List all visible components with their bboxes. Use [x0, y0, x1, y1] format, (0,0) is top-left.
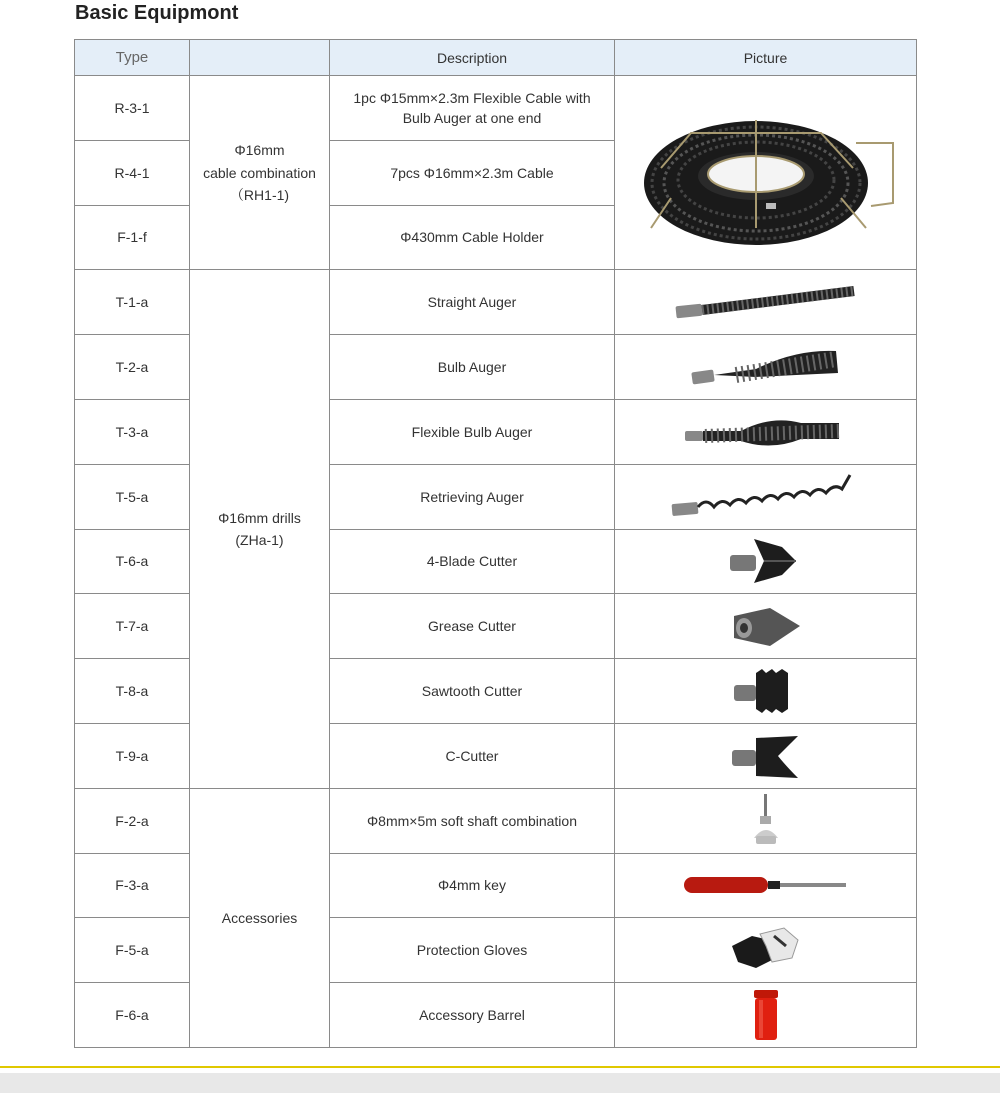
description: [330, 76, 615, 141]
type-code: T-1-a: [75, 270, 190, 335]
retrieving-auger-image: [666, 469, 866, 525]
picture-bulb-auger: [615, 335, 917, 400]
description: Φ430mm Cable Holder: [330, 205, 615, 270]
equipment-table: [74, 39, 917, 1048]
header-blank: [190, 40, 330, 76]
picture-soft-shaft: [615, 788, 917, 853]
grease-cutter-image: [726, 598, 806, 654]
group-cable: [190, 76, 330, 270]
header-picture: Picture: [615, 40, 917, 76]
type-code: T-3-a: [75, 399, 190, 464]
type-code: R-3-1: [75, 76, 190, 141]
type-code: F-6-a: [75, 983, 190, 1048]
description: 4-Blade Cutter: [330, 529, 615, 594]
four-blade-cutter-image: [726, 533, 806, 589]
picture-sawtooth-cutter: [615, 659, 917, 724]
type-code: T-9-a: [75, 723, 190, 788]
group-accessories-line1: Accessories: [221, 909, 298, 926]
description: Flexible Bulb Auger: [330, 399, 615, 464]
flexible-bulb-auger-image: [681, 407, 851, 457]
description: Straight Auger: [330, 270, 615, 335]
page-title: Basic Equipmont: [75, 2, 239, 24]
description-line1: 1pc Φ15mm×2.3m Flexible Cable with: [353, 89, 591, 106]
group-drills: [190, 270, 330, 788]
soft-shaft-image: [746, 792, 786, 850]
description: Bulb Auger: [330, 335, 615, 400]
screwdriver-key-image: [676, 865, 856, 905]
type-code: T-7-a: [75, 594, 190, 659]
sawtooth-cutter-image: [726, 663, 806, 719]
type-code: T-5-a: [75, 464, 190, 529]
cable-coil-image: [631, 88, 901, 258]
description: C-Cutter: [330, 723, 615, 788]
type-code: F-1-f: [75, 205, 190, 270]
footer-divider: [0, 1066, 1000, 1068]
straight-auger-image: [666, 277, 866, 327]
picture-cable-coil: [615, 76, 917, 270]
type-code: F-5-a: [75, 918, 190, 983]
group-cable-line2: cable combination: [203, 164, 316, 181]
picture-screwdriver-key: [615, 853, 917, 918]
type-code: F-2-a: [75, 788, 190, 853]
description: Protection Gloves: [330, 918, 615, 983]
group-drills-line2: (ZHa-1): [235, 532, 284, 549]
picture-flexible-bulb-auger: [615, 399, 917, 464]
description-line2: Bulb Auger at one end: [402, 109, 542, 126]
table-row: [75, 788, 917, 853]
group-accessories: [190, 788, 330, 1047]
type-code: R-4-1: [75, 140, 190, 205]
group-cable-line3: （RH1-1): [229, 186, 290, 203]
header-type: Type: [75, 40, 190, 76]
header-row: [75, 40, 917, 76]
description: Accessory Barrel: [330, 983, 615, 1048]
description: Φ8mm×5m soft shaft combination: [330, 788, 615, 853]
table-row: [75, 270, 917, 335]
bulb-auger-image: [686, 339, 846, 395]
description: Grease Cutter: [330, 594, 615, 659]
picture-red-barrel: [615, 983, 917, 1048]
picture-grease-cutter: [615, 594, 917, 659]
description: Φ4mm key: [330, 853, 615, 918]
table-row: [75, 76, 917, 141]
red-barrel-image: [746, 986, 786, 1044]
protection-gloves-image: [726, 922, 806, 978]
description: 7pcs Φ16mm×2.3m Cable: [330, 140, 615, 205]
picture-c-cutter: [615, 723, 917, 788]
type-code: T-2-a: [75, 335, 190, 400]
description: Sawtooth Cutter: [330, 659, 615, 724]
group-drills-line1: Φ16mm drills: [218, 509, 301, 526]
picture-retrieving-auger: [615, 464, 917, 529]
description: Retrieving Auger: [330, 464, 615, 529]
picture-four-blade-cutter: [615, 529, 917, 594]
c-cutter-image: [726, 728, 806, 784]
type-code: T-8-a: [75, 659, 190, 724]
header-description: Description: [330, 40, 615, 76]
type-code: F-3-a: [75, 853, 190, 918]
type-code: T-6-a: [75, 529, 190, 594]
picture-straight-auger: [615, 270, 917, 335]
group-cable-line1: Φ16mm: [234, 142, 285, 159]
picture-protection-gloves: [615, 918, 917, 983]
footer-band: [0, 1073, 1000, 1093]
